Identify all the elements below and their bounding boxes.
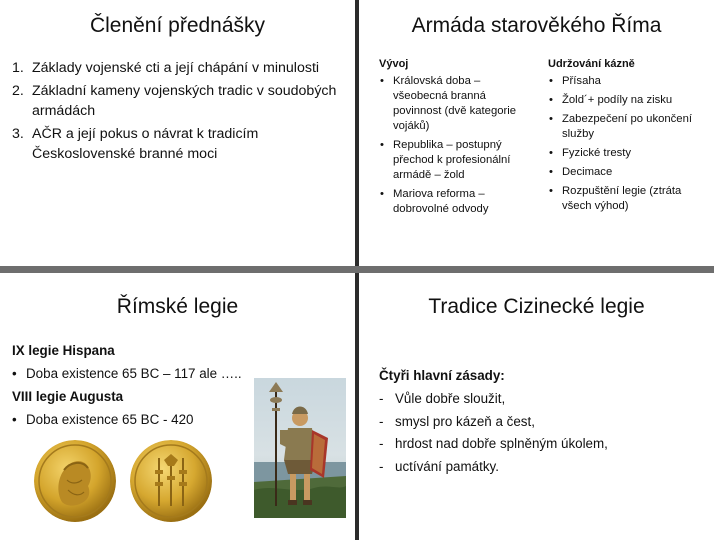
item-text: Královská doba – všeobecná branná povinnost (dvě kategorie vojáků) [393, 75, 517, 132]
item-text: smysl pro kázeň a čest, [395, 413, 535, 429]
bullet-icon: • [549, 185, 553, 197]
bullet-icon: • [12, 412, 17, 427]
item-text: Fyzické tresty [562, 147, 632, 159]
slide-title: Římské legie [116, 295, 239, 318]
list-item [548, 146, 703, 161]
bullet-icon: • [549, 166, 553, 178]
bullet-icon: • [380, 75, 384, 87]
legion-detail [12, 366, 242, 381]
outline-item [12, 81, 347, 121]
slide-title: Tradice Cizinecké legie [428, 295, 645, 318]
item-number: 2. [12, 83, 24, 99]
item-text: Základní kameny vojenských tradic v soudobých armádách [32, 83, 337, 119]
item-text: Žold´+ podíly na zisku [562, 94, 673, 106]
list-item [548, 165, 703, 180]
list-item [548, 112, 703, 142]
bullet-icon: • [12, 366, 17, 381]
principles-list [379, 390, 608, 480]
item-number: 1. [12, 60, 24, 76]
list-item [379, 458, 608, 481]
list-item [379, 74, 529, 134]
legion-name: IX legie Hispana [12, 343, 115, 358]
item-text: Vůle dobře sloužit, [395, 391, 506, 406]
coin-standards-image [130, 440, 212, 522]
development-list [379, 74, 529, 221]
list-item [548, 93, 703, 108]
list-item [548, 184, 703, 214]
item-text: Přísaha [562, 75, 601, 87]
bullet-icon: • [549, 147, 553, 159]
item-number: 3. [12, 126, 24, 142]
slide-outline [0, 0, 355, 266]
bullet-icon: • [380, 188, 384, 200]
bullet-icon: • [549, 113, 553, 125]
item-text: Mariova reforma – dobrovolné odvody [393, 188, 489, 215]
outline-item [12, 124, 347, 164]
outline-item [12, 58, 347, 78]
legion-name: VIII legie Augusta [12, 389, 124, 404]
coin-portrait-image [34, 440, 116, 522]
principles-heading: Čtyři hlavní zásady: [379, 368, 505, 383]
bullet-icon: • [380, 139, 384, 151]
dash-icon: - [379, 391, 384, 406]
discipline-list [548, 74, 703, 218]
list-item [379, 390, 608, 413]
item-text: Decimace [562, 166, 613, 178]
item-text: Republika – postupný přechod k profesionální armádě – žold [393, 139, 511, 181]
dash-icon: - [379, 413, 384, 429]
slide-roman-legions [0, 273, 355, 540]
list-item [379, 435, 608, 458]
item-text: Doba existence 65 BC - 420 [26, 412, 194, 427]
slide-roman-army [359, 0, 714, 266]
slide-title: Armáda starověkého Říma [411, 14, 662, 37]
list-item [379, 187, 529, 217]
legion-detail [12, 412, 193, 427]
outline-list [12, 58, 347, 167]
item-text: Zabezpečení po ukončení služby [562, 113, 693, 140]
item-text: uctívání památky. [395, 458, 499, 474]
horizontal-divider [0, 266, 714, 273]
bullet-icon: • [549, 75, 553, 87]
list-item [379, 413, 608, 436]
slide-foreign-legion [359, 273, 714, 540]
column-heading-development: Vývoj [379, 58, 409, 70]
dash-icon: - [379, 458, 384, 474]
item-text: hrdost nad dobře splněným úkolem, [395, 436, 608, 451]
item-text: Základy vojenské cti a její chápání v minulosti [32, 60, 320, 76]
dash-icon: - [379, 436, 384, 451]
legionary-photo [254, 378, 346, 518]
list-item [548, 74, 703, 89]
slide-title: Členění přednášky [89, 14, 266, 37]
bullet-icon: • [549, 94, 553, 106]
column-heading-discipline: Udržování kázně [548, 58, 635, 70]
item-text: AČR a její pokus o návrat k tradicím Československé branné moci [32, 126, 259, 162]
item-text: Rozpuštění legie (ztráta všech výhod) [562, 185, 682, 212]
list-item [379, 138, 529, 183]
item-text: Doba existence 65 BC – 117 ale ….. [26, 366, 242, 381]
